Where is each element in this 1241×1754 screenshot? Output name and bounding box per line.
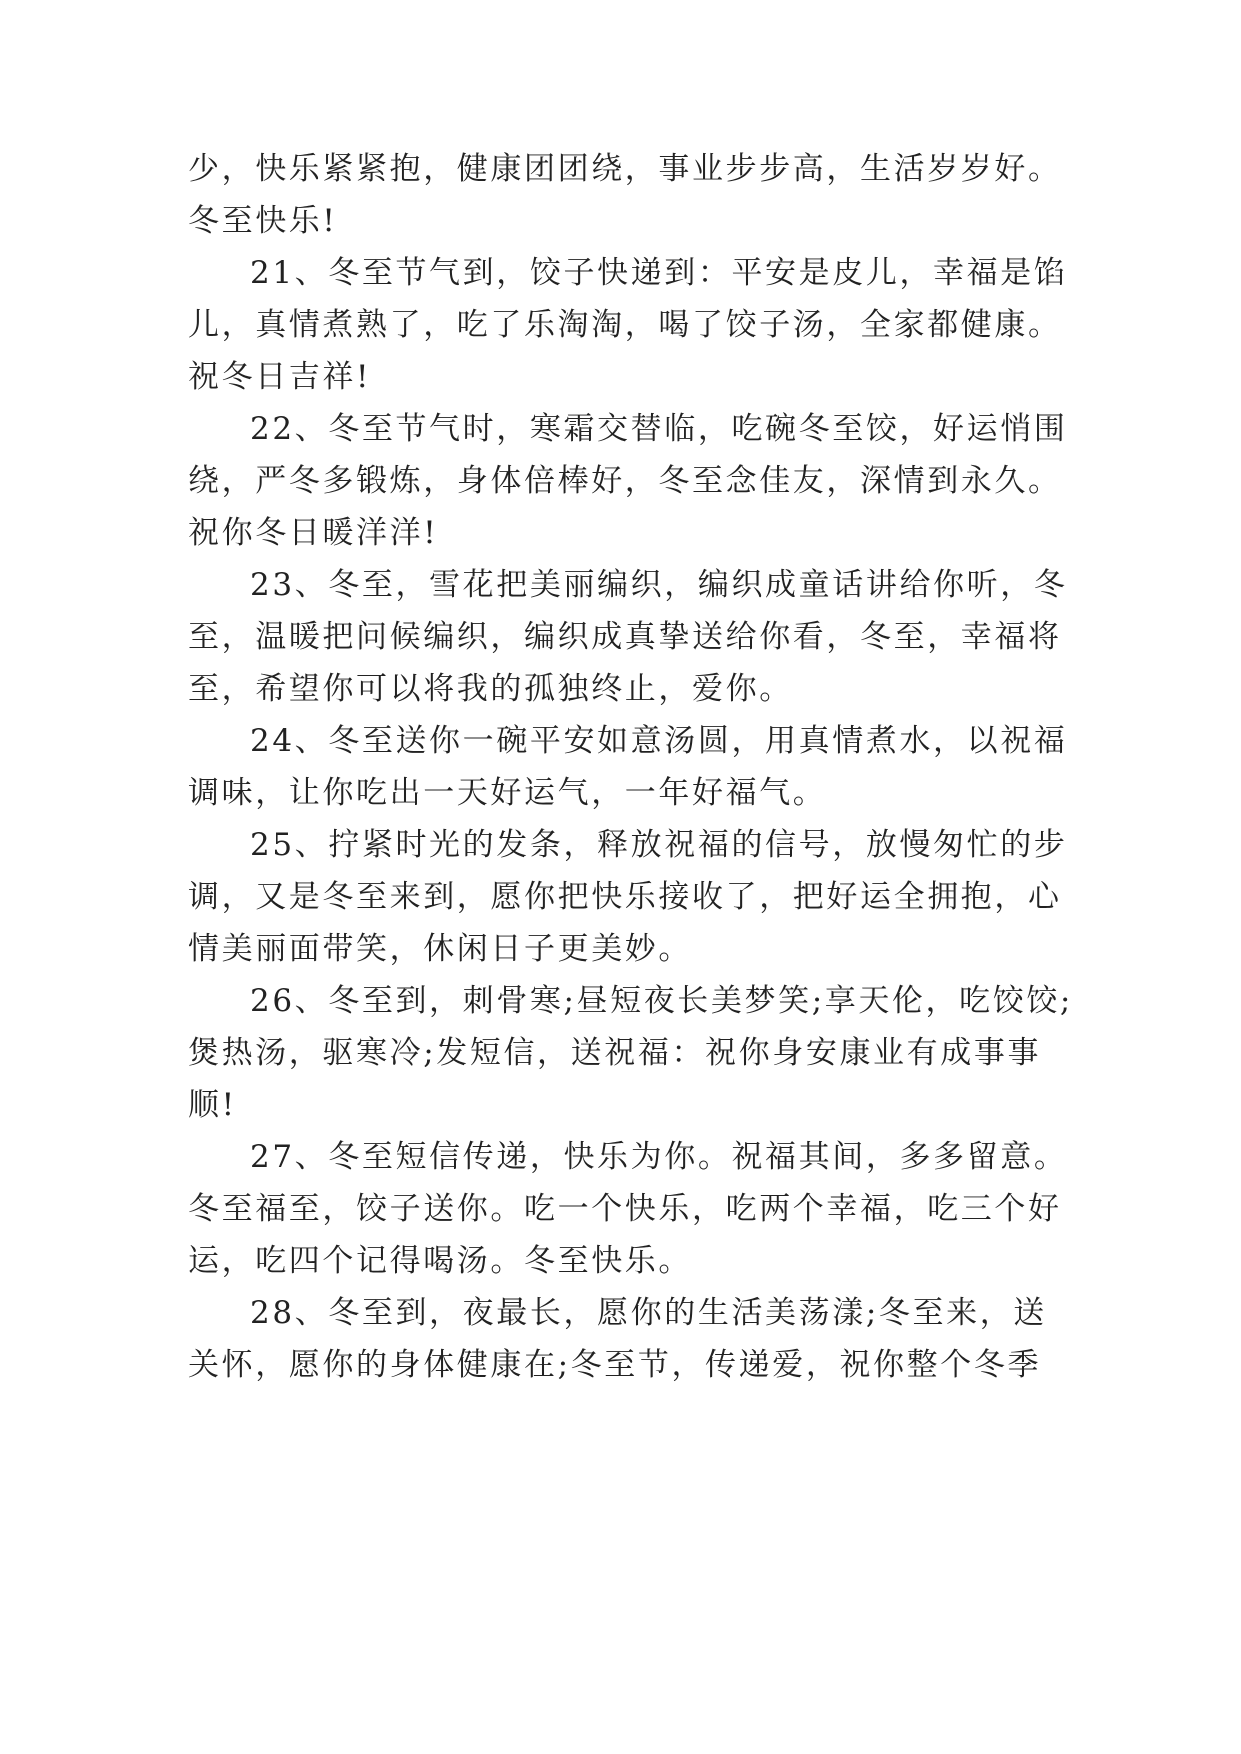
text-line: 关怀，愿你的身体健康在;冬至节，传递爱，祝你整个冬季 bbox=[188, 1347, 1042, 1383]
text-line: 调，又是冬至来到，愿你把快乐接收了，把好运全拥抱，心 bbox=[188, 879, 1062, 915]
text-line: 顺! bbox=[188, 1087, 237, 1123]
text-line: 祝你冬日暖洋洋! bbox=[188, 515, 439, 551]
text-line: 冬至福至，饺子送你。吃一个快乐，吃两个幸福，吃三个好 bbox=[188, 1191, 1062, 1227]
text-line-item-23: 23、冬至，雪花把美丽编织，编织成童话讲给你听，冬 bbox=[250, 567, 1068, 603]
text-line-item-25: 25、拧紧时光的发条，释放祝福的信号，放慢匆忙的步 bbox=[250, 827, 1068, 863]
text-line: 儿，真情煮熟了，吃了乐淘淘，喝了饺子汤，全家都健康。 bbox=[188, 307, 1062, 343]
text-line: 至，温暖把问候编织，编织成真挚送给你看，冬至，幸福将 bbox=[188, 619, 1062, 655]
text-line: 调味，让你吃出一天好运气，一年好福气。 bbox=[188, 775, 827, 811]
text-line: 至，希望你可以将我的孤独终止，爱你。 bbox=[188, 671, 793, 707]
text-line: 少，快乐紧紧抱，健康团团绕，事业步步高，生活岁岁好。 bbox=[188, 151, 1062, 187]
text-line: 运，吃四个记得喝汤。冬至快乐。 bbox=[188, 1243, 692, 1279]
text-line-item-26: 26、冬至到，刺骨寒;昼短夜长美梦笑;享天伦，吃饺饺; bbox=[250, 983, 1073, 1019]
text-line: 冬至快乐! bbox=[188, 203, 338, 239]
text-line-item-28: 28、冬至到，夜最长，愿你的生活美荡漾;冬至来，送 bbox=[250, 1295, 1047, 1331]
text-line-item-27: 27、冬至短信传递，快乐为你。祝福其间，多多留意。 bbox=[250, 1139, 1068, 1175]
text-line: 煲热汤，驱寒冷;发短信，送祝福：祝你身安康业有成事事 bbox=[188, 1035, 1042, 1071]
text-line-item-24: 24、冬至送你一碗平安如意汤圆，用真情煮水，以祝福 bbox=[250, 723, 1068, 759]
text-line: 祝冬日吉祥! bbox=[188, 359, 372, 395]
text-line: 绕，严冬多锻炼，身体倍棒好，冬至念佳友，深情到永久。 bbox=[188, 463, 1062, 499]
text-line-item-21: 21、冬至节气到，饺子快递到：平安是皮儿，幸福是馅 bbox=[250, 255, 1068, 291]
text-line-item-22: 22、冬至节气时，寒霜交替临，吃碗冬至饺，好运悄围 bbox=[250, 411, 1068, 447]
text-line: 情美丽面带笑，休闲日子更美妙。 bbox=[188, 931, 692, 967]
